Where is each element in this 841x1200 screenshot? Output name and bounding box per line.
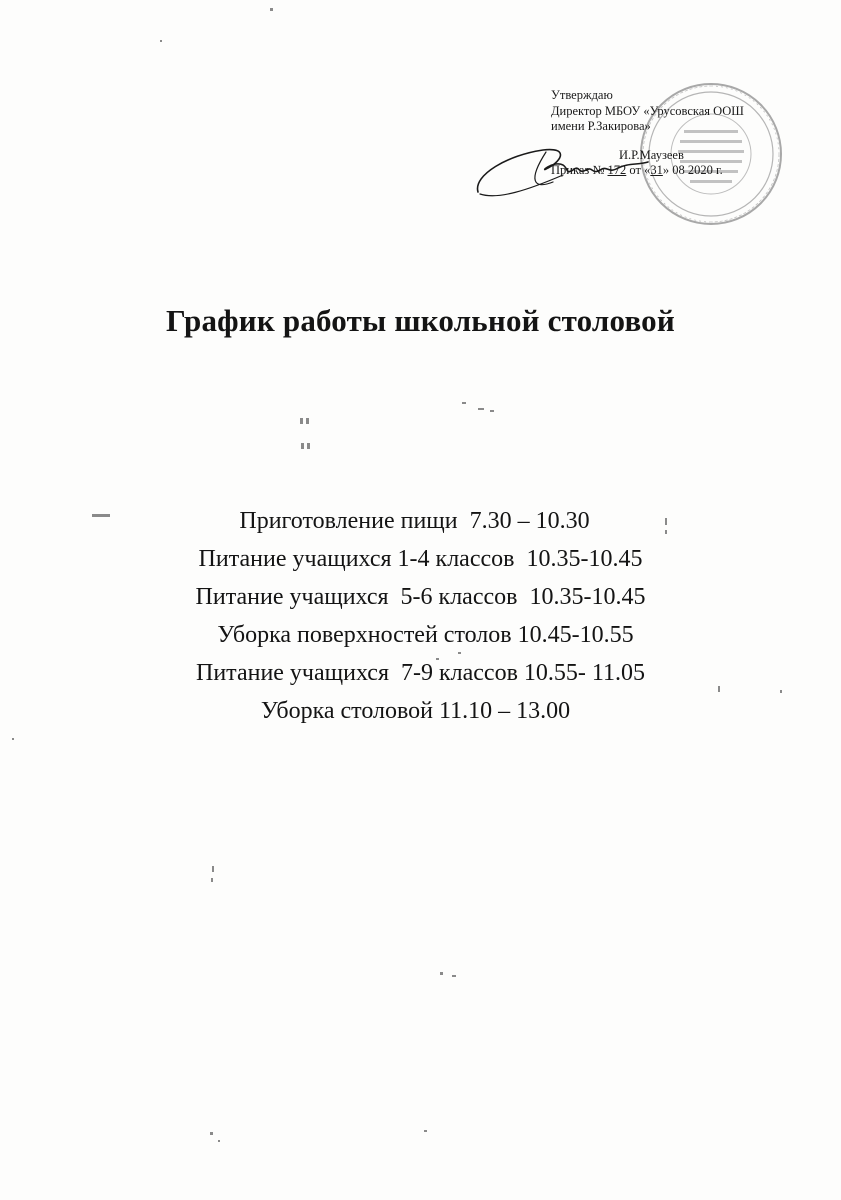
- page-title: График работы школьной столовой: [166, 303, 675, 338]
- schedule-list: [0, 502, 841, 730]
- approval-heading: Утверждаю: [551, 88, 613, 102]
- order-number: 172: [607, 163, 627, 177]
- approval-director-title: Директор МБОУ «Урусовская ООШ: [551, 103, 744, 118]
- order-rest: » 08 2020 г.: [662, 163, 723, 177]
- approval-director-name: И.Р.Маузеев: [619, 147, 684, 162]
- approval-block: [551, 88, 811, 179]
- schedule-item-grades-1-4: Питание учащихся 1-4 классов 10.35-10.45: [198, 546, 643, 572]
- order-from: от «: [626, 163, 651, 177]
- order-prefix: Приказ №: [551, 163, 608, 177]
- approval-school-name: имени Р.Закирова»: [551, 119, 651, 133]
- schedule-item-grades-7-9: Питание учащихся 7-9 классов 10.55- 11.05: [195, 660, 645, 686]
- approval-order: [551, 163, 811, 179]
- schedule-item-grades-5-6: Питание учащихся 5-6 классов 10.35-10.45: [195, 584, 646, 610]
- order-day: 31: [650, 163, 663, 177]
- schedule-item-table-cleaning: Уборка поверхностей столов 10.45-10.55: [217, 622, 634, 648]
- schedule-item-cooking: Приготовление пищи 7.30 – 10.30: [239, 508, 590, 534]
- schedule-item-dining-cleaning: Уборка столовой 11.10 – 13.00: [260, 698, 571, 724]
